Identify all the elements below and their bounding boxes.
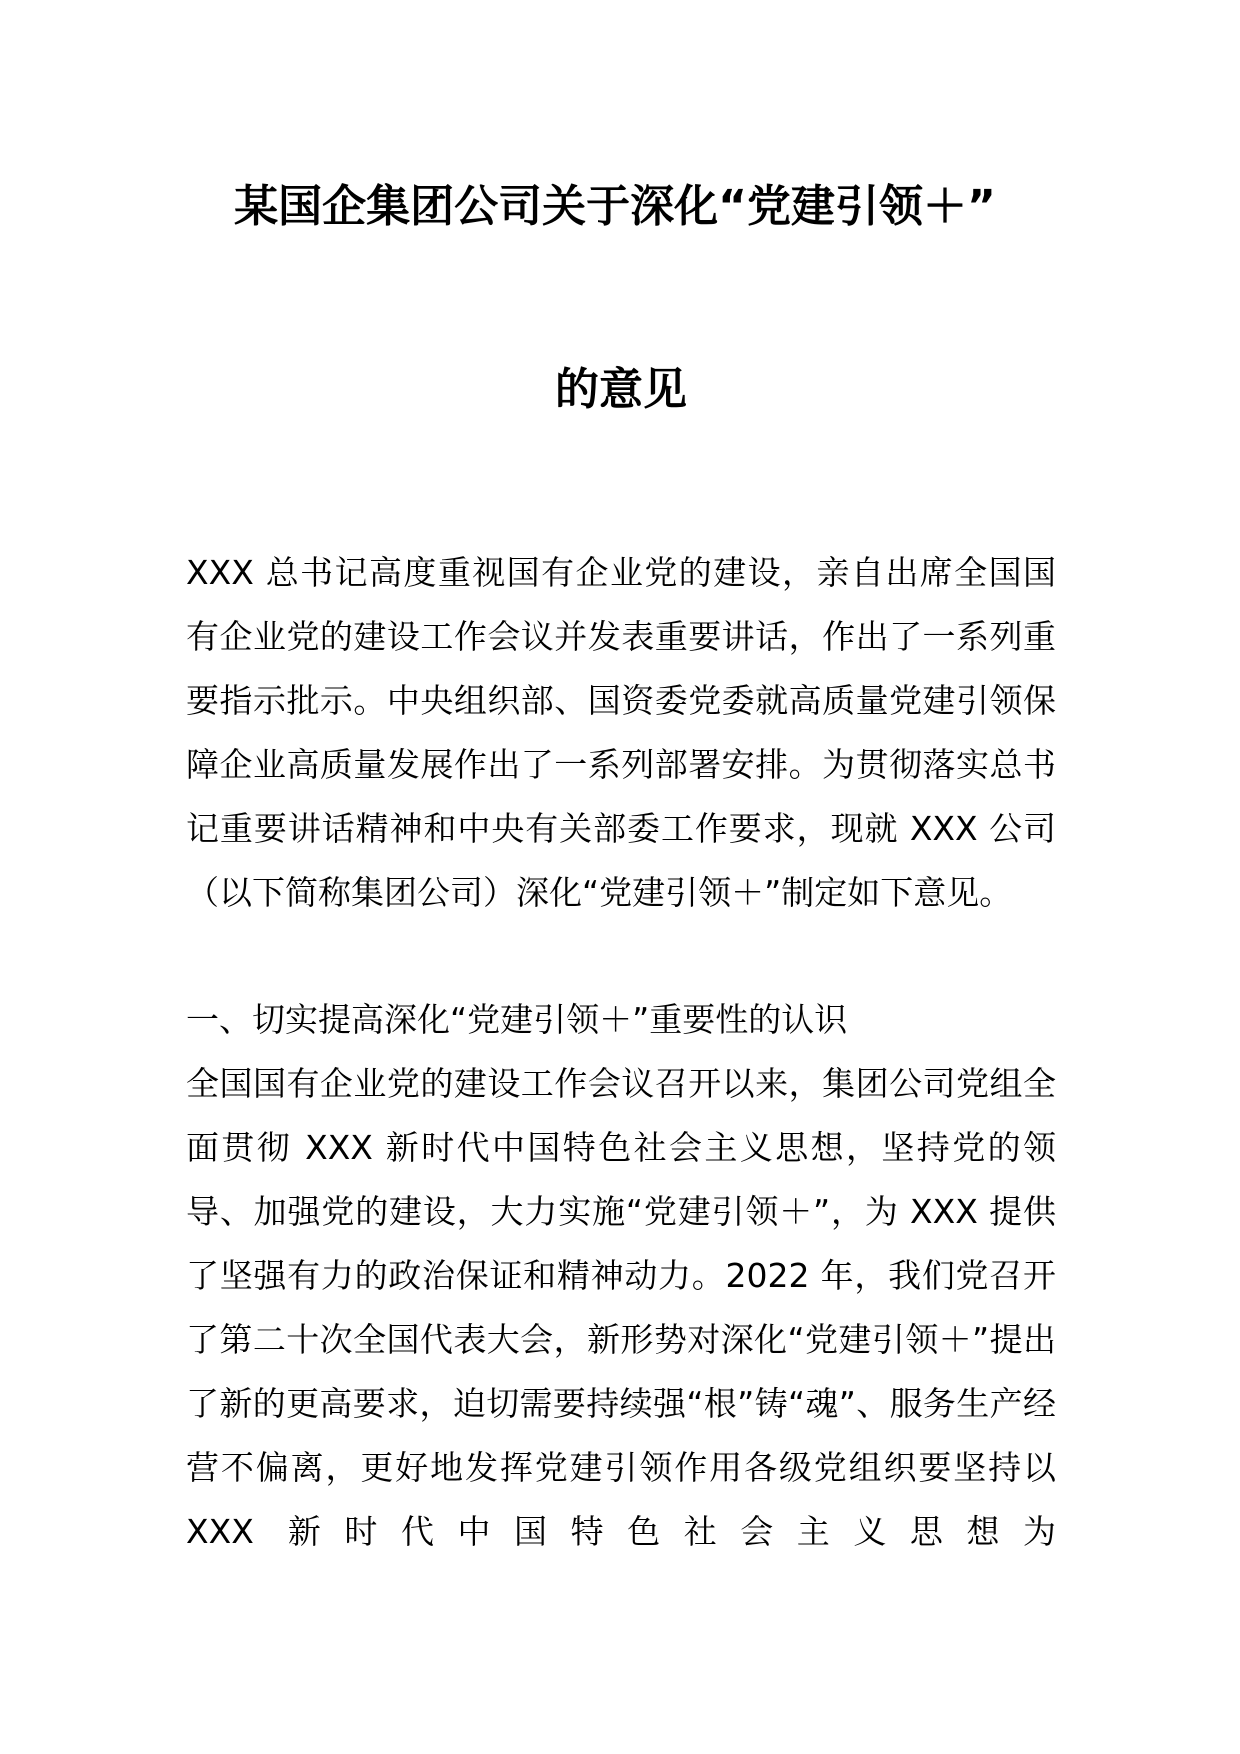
section-heading: 一、切实提高深化“党建引领＋”重要性的认识 [186, 1000, 848, 1039]
document-title-line-2: 的意见 [555, 364, 687, 415]
intro-paragraph: XXX 总书记高度重视国有企业党的建设，亲自出席全国国有企业党的建设工作会议并发表重要讲话，作出了一系列重要指示批示。中央组织部、国资委党委就高质量党建引领保障企业高质量发展作出了一系列部署安排。为贯彻落实总书记重要讲话精神和中央有关部委工作要求，现就 XXX 公司（以下简称集团公司）深化“党建引领＋”制定如下意见。 [186, 553, 1056, 912]
document-title-line-1: 某国企集团公司关于深化“党建引领＋” [234, 181, 996, 232]
section-paragraph: 全国国有企业党的建设工作会议召开以来，集团公司党组全面贯彻 XXX 新时代中国特色社会主义思想，坚持党的领导、加强党的建设，大力实施“党建引领＋”，为 XXX 提供了坚强有力的政治保证和精神动力。2022 年，我们党召开了第二十次全国代表大会，新形势对深化“党建引领＋”提出了新的更高要求，迫切需要持续强“根”铸“魂”、服务生产经营不偏离，更好地发挥党建引领作用各级党组织要坚持以 XXX 新时代中国特色社会主义思想为 [186, 1064, 1056, 1551]
